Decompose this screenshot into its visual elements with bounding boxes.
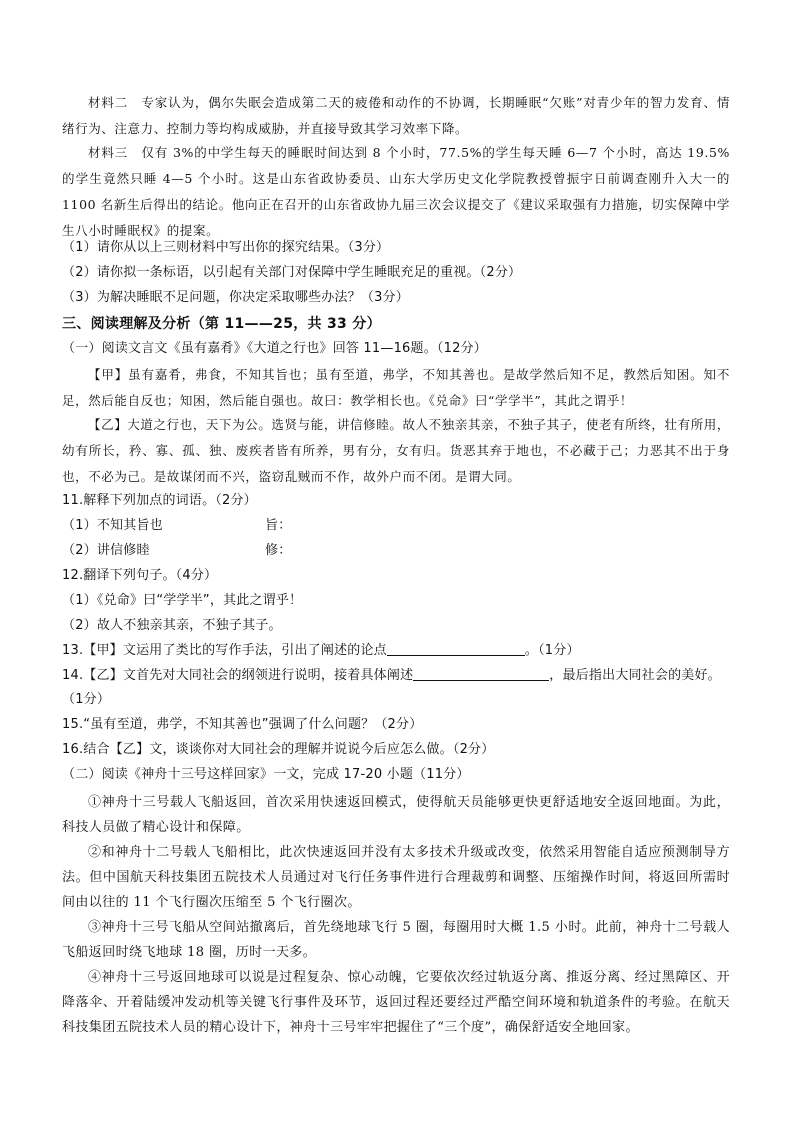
article-paragraph-4: ④神舟十三号返回地球可以说是过程复杂、惊心动魄，它要依次经过轨返分离、推返分离、经过黑障区、开降落伞、开着陆缓冲发动机等关键飞行事件及环节，返回过程还要经过严酷空间环境和轨道条件的考验。在航天科技集团五院技术人员的精心设计下，神舟十三号牢牢把握住了“三个度”，确保舒适安全地回家。 [62,970,730,1035]
question-13-answer-blank[interactable] [387,641,525,656]
question-intro-1: （1）请你从以上三则材料中写出你的探究结果。（3分） [62,240,390,255]
question-11-item-2 [62,539,730,563]
question-14-tail: ，最后指出大同社会的美好。（1分） [62,668,721,707]
question-intro-3: （3）为解决睡眠不足问题，你决定采取哪些办法？（3分） [62,290,409,305]
article-paragraph-2: ②和神舟十二号载人飞船相比，此次快速返回并没有太多技术升级或改变，依然采用智能自适应预测制导方法。但中国航天科技集团五院技术人员通过对飞行任务事件进行合理裁剪和调整、压缩操作时间，将返回所需时间由以往的 11 个飞行圈次压缩至 5 个飞行圈次。 [62,845,730,910]
question-intro-2: （2）请你拟一条标语，以引起有关部门对保障中学生睡眠充足的重视。（2分） [62,265,522,280]
question-13 [62,639,730,663]
question-11-item-1-answer-label: 旨： [265,518,292,533]
question-11-item-1 [62,514,730,538]
question-15: 15.“虽有至道，弗学，不知其善也”强调了什么问题？（2分） [62,717,423,732]
question-14-answer-blank[interactable] [413,666,549,681]
question-13-text: 13.【甲】文运用了类比的写作手法，引出了阐述的论点 [62,643,387,658]
part-one-title: （一）阅读文言文《虽有嘉肴》《大道之行也》回答 11—16题。（12分） [62,341,487,356]
material-two-paragraph: 材料二 专家认为，偶尔失眠会造成第二天的疲倦和动作的不协调，长期睡眠“欠账”对青少年的智力发育、情绪行为、注意力、控制力等均构成威胁，并直接导致其学习效率下降。 [62,95,730,136]
question-14 [62,664,730,712]
question-12: 12.翻译下列句子。（4分） [62,568,218,583]
passage-jia: 【甲】虽有嘉肴，弗食，不知其旨也；虽有至道，弗学，不知其善也。是故学然后知不足，教然后知困。知不足，然后能自反也；知困，然后能自强也。故曰：教学相长也。《兑命》曰“学学半”，其此之谓乎！ [62,367,730,408]
question-11-item-2-text: （2）讲信修睦 [62,543,150,558]
article-paragraph-3: ③神舟十三号飞船从空间站撤离后，首先绕地球飞行 5 圈，每圈用时大概 1.5 小时。此前，神舟十二号载人飞船返回时绕飞地球 18 圈，历时一天多。 [62,920,730,960]
question-12-item-1: （1）《兑命》曰“学学半”，其此之谓乎！ [62,593,303,608]
material-three-paragraph: 材料三 仅有 3%的中学生每天的睡眠时间达到 8 个小时，77.5%的学生每天睡 6—7 个小时，高达 19.5%的学生竟然只睡 4—5 个小时。这是山东省政协委员、山东大学历史文化学院教授曾振宇日前调查刚升入大一的 1100 名新生后得出的结论。他向正在召开的山东省政协九届三次会议提交了《建议采取强有力措施，切实保障中学生八小时睡眠权》的提案。 [62,145,730,238]
question-11-item-2-answer-label: 修： [265,543,292,558]
section-three-heading: 三、阅读理解及分析（第 11——25，共 33 分） [62,316,381,332]
article-paragraph-1: ①神舟十三号载人飞船返回，首次采用快速返回模式，使得航天员能够更快更舒适地安全返回地面。为此，科技人员做了精心设计和保障。 [62,795,730,835]
question-11: 11.解释下列加点的词语。（2分） [62,493,257,508]
question-12-item-2: （2）故人不独亲其亲，不独子其子。 [62,618,282,633]
question-11-item-1-text: （1）不知其旨也 [62,518,163,533]
question-16: 16.结合【乙】文，谈谈你对大同社会的理解并说说今后应怎么做。（2分） [62,742,495,757]
question-14-text: 14.【乙】文首先对大同社会的纲领进行说明，接着具体阐述 [62,668,414,683]
question-13-score: 。（1分） [524,643,580,658]
part-two-title: （二）阅读《神舟十三号这样回家》一文，完成 17-20 小题（11分） [62,767,470,782]
passage-yi: 【乙】大道之行也，天下为公。选贤与能，讲信修睦。故人不独亲其亲，不独子其子，使老有所终，壮有所用，幼有所长，矜、寡、孤、独、废疾者皆有所养，男有分，女有归。货恶其弃于地也，不必藏于己；力恶其不出于身也，不必为己。是故谋闭而不兴，盗窃乱贼而不作，故外户而不闭。是谓大同。 [62,417,730,484]
